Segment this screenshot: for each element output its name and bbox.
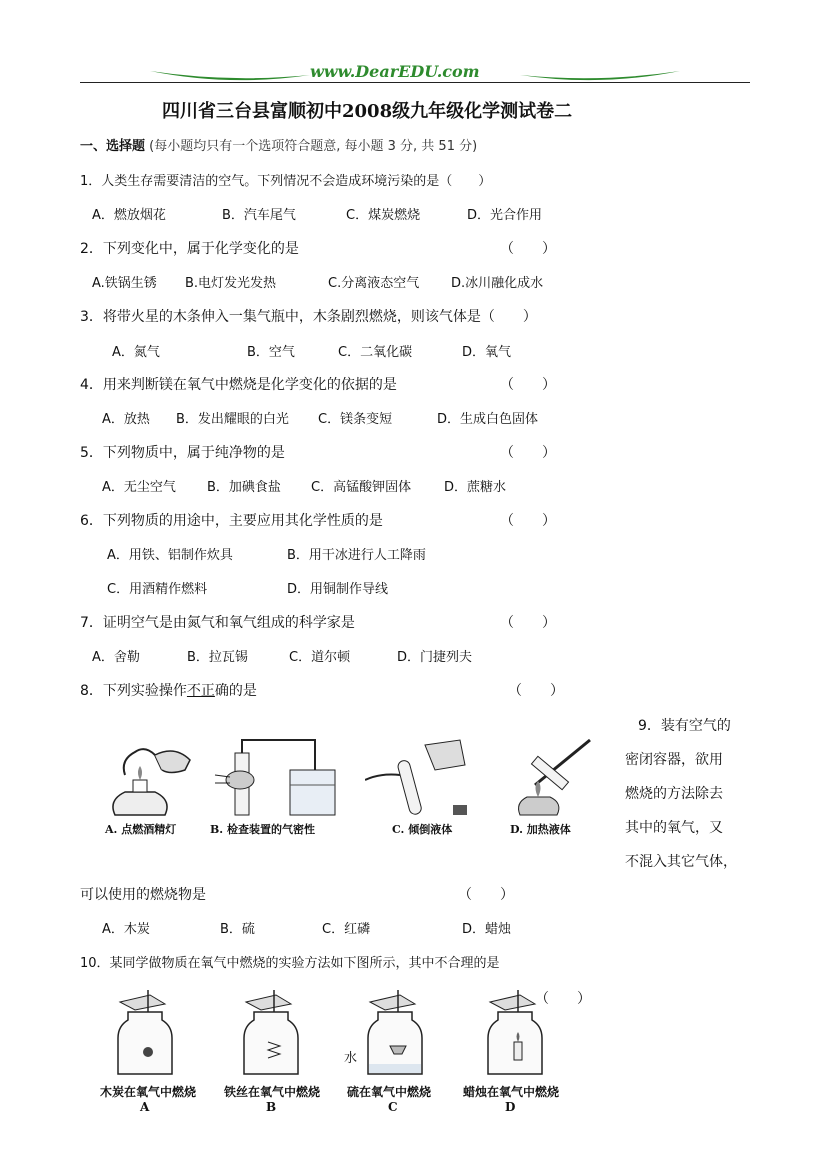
q10-answer-paren: （ ）	[535, 991, 591, 1007]
airtightness-check-icon	[210, 735, 345, 820]
q6-option-a: A．用铁、铝制作炊具	[107, 548, 233, 563]
green-swoosh-right-icon	[520, 67, 680, 83]
q2-option-d: D.冰川融化成水	[451, 276, 544, 291]
q10-letter-a: A	[140, 1100, 150, 1114]
q1-option-c: C．煤炭燃烧	[346, 208, 421, 223]
q7-option-c: C．道尔顿	[289, 650, 351, 665]
jar-iron-wire-icon	[236, 990, 306, 1080]
q2-answer-paren: （ ）	[500, 241, 556, 257]
q8-caption-b: B. 检查装置的气密性	[210, 823, 315, 836]
section-note: (每小题均只有一个选项符合题意, 每小题 3 分, 共 51 分)	[149, 139, 478, 154]
q10-water-label: 水	[344, 1051, 358, 1066]
section-title: 一、选择题	[80, 139, 146, 154]
q10-figure-a	[110, 990, 180, 1080]
q6-option-d: D．用铜制作导线	[287, 582, 389, 597]
q7-option-a: A．舍勒	[92, 650, 140, 665]
q4-option-a: A．放热	[102, 412, 150, 427]
header-banner	[150, 62, 680, 84]
q2-option-b: B.电灯发光发热	[185, 276, 277, 291]
q7-answer-paren: （ ）	[500, 615, 556, 631]
q5-option-c: C．高锰酸钾固体	[311, 480, 412, 495]
q10-letter-d: D	[505, 1100, 516, 1114]
q5-answer-paren: （ ）	[500, 445, 556, 461]
page-title: 四川省三台县富顺初中2008级九年级化学测试卷二	[162, 101, 573, 122]
q6-stem: 6．下列物质的用途中，主要应用其化学性质的是	[80, 513, 383, 529]
q10-caption-c: 硫在氧气中燃烧	[347, 1085, 432, 1099]
q5-option-b: B．加碘食盐	[207, 480, 281, 495]
q8-figure-c	[365, 735, 485, 820]
q9-line-1: 9．装有空气的	[638, 718, 731, 734]
q9-answer-paren: （ ）	[458, 887, 514, 903]
q3-option-a: A．氮气	[112, 345, 160, 360]
q8-stem	[80, 680, 257, 700]
q5-option-a: A．无尘空气	[102, 480, 176, 495]
q9-line-5: 不混入其它气体，	[625, 854, 737, 870]
q10-caption-b: 铁丝在氧气中燃烧	[224, 1085, 321, 1099]
q10-letter-b: B	[266, 1100, 277, 1114]
q10-caption-d: 蜡烛在氧气中燃烧	[463, 1085, 560, 1099]
q3-option-c: C．二氧化碳	[338, 345, 413, 360]
q1-stem: 1．人类生存需要清洁的空气。下列情况不会造成环境污染的是（ ）	[80, 174, 492, 189]
q8-stem-pre: 8．下列实验操作	[80, 683, 187, 699]
q9-line-4: 其中的氧气，又	[625, 820, 723, 836]
site-logo-text: www.DearEDU.com	[310, 62, 480, 81]
q10-letter-c: C	[388, 1100, 398, 1114]
q8-answer-paren: （ ）	[508, 683, 564, 699]
q6-option-b: B．用干冰进行人工降雨	[287, 548, 426, 563]
q1-option-d: D．光合作用	[467, 208, 543, 223]
q9-option-c: C．红磷	[322, 922, 371, 937]
q3-option-b: B．空气	[247, 345, 295, 360]
q8-figure-d	[505, 735, 605, 820]
jar-candle-icon	[480, 990, 550, 1080]
q8-caption-c: C. 倾倒液体	[392, 823, 453, 836]
q6-answer-paren: （ ）	[500, 513, 556, 529]
q9-line-2: 密闭容器，欲用	[625, 752, 723, 768]
green-swoosh-left-icon	[150, 67, 310, 83]
q10-figure-d	[480, 990, 550, 1080]
q8-caption-d: D. 加热液体	[510, 823, 571, 836]
alcohol-lamp-lighting-icon	[100, 730, 200, 820]
q10-stem: 10．某同学做物质在氧气中燃烧的实验方法如下图所示，其中不合理的是	[80, 956, 500, 971]
q9-option-d: D．蜡烛	[462, 922, 512, 937]
q7-stem: 7．证明空气是由氮气和氧气组成的科学家是	[80, 615, 355, 631]
q4-option-b: B．发出耀眼的白光	[176, 412, 289, 427]
q9-line-3: 燃烧的方法除去	[625, 786, 723, 802]
q6-option-c: C．用酒精作燃料	[107, 582, 208, 597]
jar-charcoal-icon	[110, 990, 180, 1080]
q2-option-c: C.分离液态空气	[328, 276, 420, 291]
q8-figure-b	[210, 735, 345, 820]
pour-liquid-icon	[365, 735, 485, 820]
q5-stem: 5．下列物质中，属于纯净物的是	[80, 445, 285, 461]
q1-option-a: A．燃放烟花	[92, 208, 166, 223]
heat-liquid-icon	[505, 735, 605, 820]
q8-stem-post: 确的是	[214, 683, 257, 699]
q2-stem: 2．下列变化中，属于化学变化的是	[80, 241, 299, 257]
q8-figure-a	[100, 730, 200, 820]
q10-figure-c	[360, 990, 430, 1080]
q4-stem: 4．用来判断镁在氧气中燃烧是化学变化的依据的是	[80, 377, 397, 393]
q9-continuation: 可以使用的燃烧物是	[80, 887, 206, 903]
q5-option-d: D．蔗糖水	[444, 480, 507, 495]
q4-option-d: D．生成白色固体	[437, 412, 539, 427]
q9-option-a: A．木炭	[102, 922, 150, 937]
q9-option-b: B．硫	[220, 922, 255, 937]
q10-caption-a: 木炭在氧气中燃烧	[100, 1085, 197, 1099]
q1-option-b: B．汽车尾气	[222, 208, 296, 223]
jar-sulfur-water-icon	[360, 990, 430, 1080]
q7-option-b: B．拉瓦锡	[187, 650, 248, 665]
q3-option-d: D．氧气	[462, 345, 512, 360]
q10-figure-b	[236, 990, 306, 1080]
q8-stem-underlined: 不正	[186, 683, 215, 699]
q4-option-c: C．镁条变短	[318, 412, 393, 427]
q2-option-a: A.铁锅生锈	[92, 276, 157, 291]
q8-caption-a: A. 点燃酒精灯	[105, 823, 177, 836]
header-rule	[80, 82, 750, 83]
q7-option-d: D．门捷列夫	[397, 650, 473, 665]
section-heading	[80, 135, 477, 154]
q4-answer-paren: （ ）	[500, 377, 556, 393]
q3-stem: 3．将带火星的木条伸入一集气瓶中，木条剧烈燃烧，则该气体是（ ）	[80, 309, 537, 325]
